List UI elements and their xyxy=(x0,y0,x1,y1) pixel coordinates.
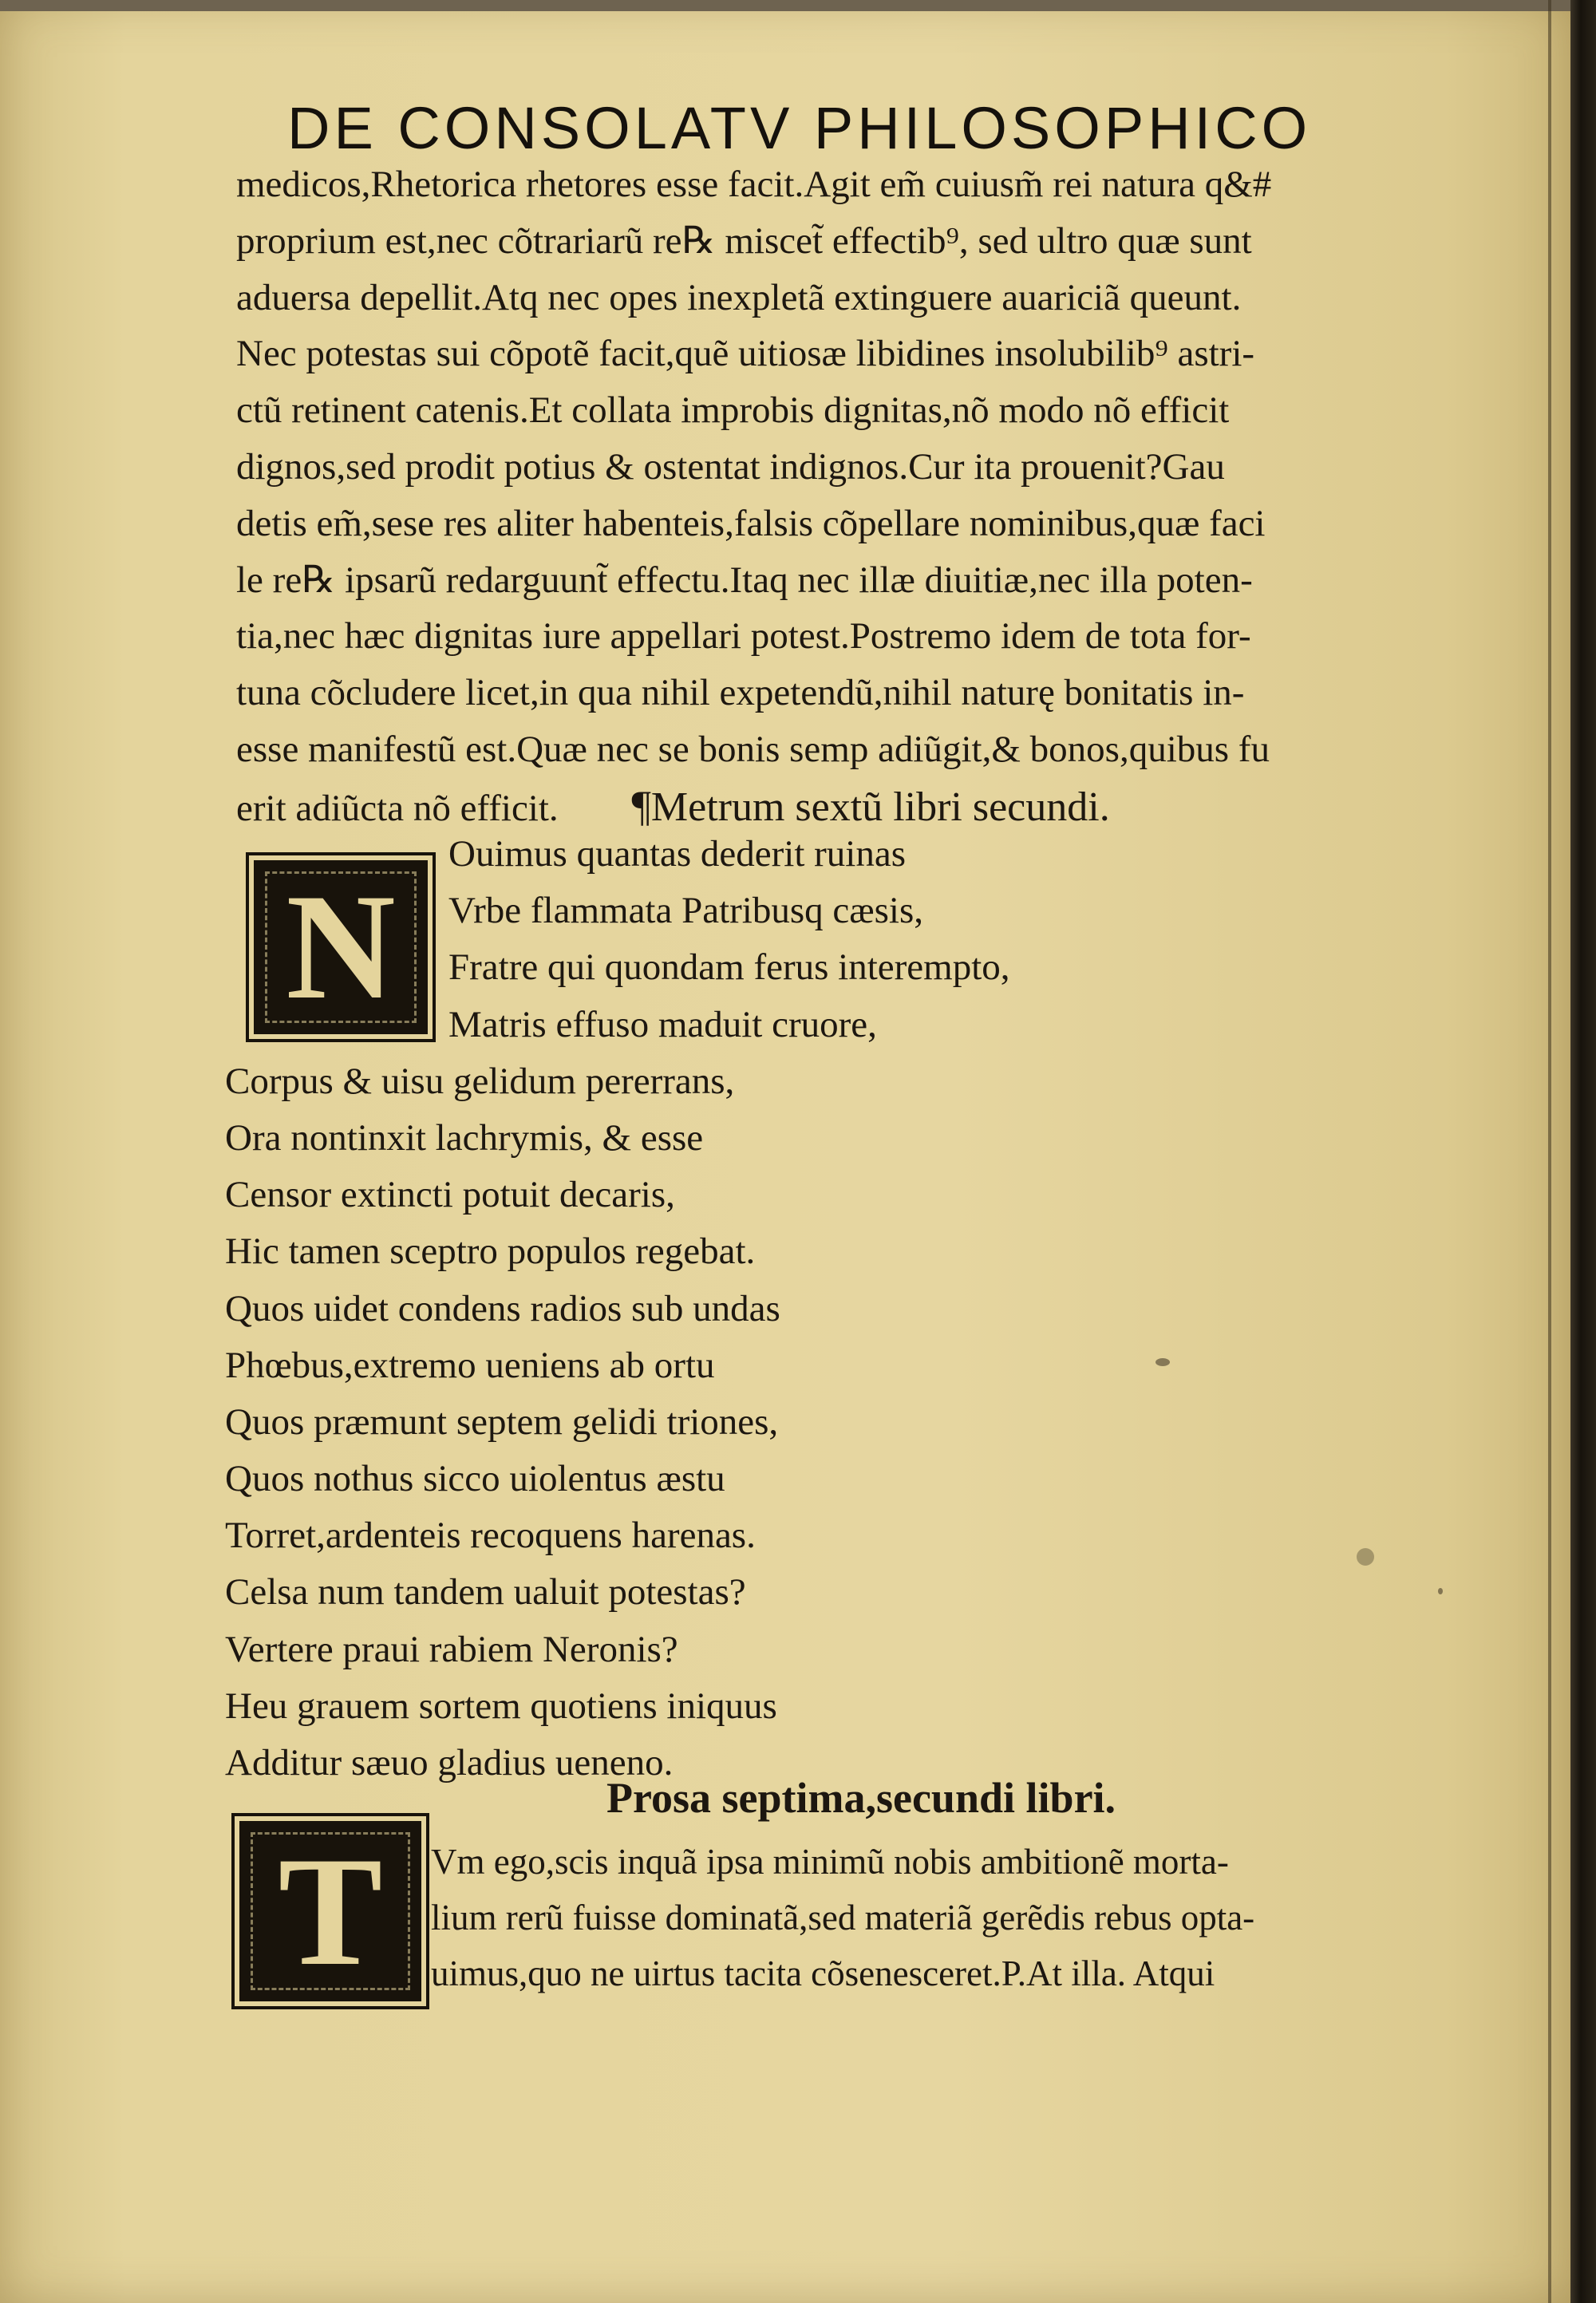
initial-letter: T xyxy=(278,1824,383,1998)
verse-line: Vrbe flammata Patribusq cæsis, xyxy=(448,890,924,932)
verse-line: Fratre qui quondam ferus interempto, xyxy=(448,946,1010,989)
prose-line: medicos,Rhetorica rhetores esse facit.Agit em̃ cuiusm̃ rei natura q&# xyxy=(236,164,1272,205)
page-gutter-line xyxy=(1548,0,1551,2303)
prosa-line: Vm ego,scis inquã ipsa minimũ nobis ambitionẽ morta- xyxy=(431,1842,1229,1882)
ink-speck xyxy=(1156,1358,1170,1366)
page-top-edge xyxy=(0,0,1570,11)
prose-line: proprium est,nec cõtrariarũ re℞ miscet̃ effectib⁹, sed ultro quæ sunt xyxy=(236,219,1252,262)
meter-heading xyxy=(631,781,1110,830)
verse-line: Quos præmunt septem gelidi triones, xyxy=(225,1400,779,1443)
book-binding-edge xyxy=(1570,0,1596,2303)
verse-line: Celsa num tandem ualuit potestas? xyxy=(225,1571,746,1614)
verse-line: Corpus & uisu gelidum pererrans, xyxy=(225,1060,735,1102)
prose-line: esse manifestũ est.Quæ nec se bonis semp adiũgit,& bonos,quibus fu xyxy=(236,728,1270,770)
verse-line: Additur sæuo gladius ueneno. xyxy=(225,1742,674,1784)
prose-line: tia,nec hæc dignitas iure appellari potest.Postremo idem de tota for- xyxy=(236,615,1251,658)
prose-line: detis em̃,sese res aliter habenteis,falsis cõpellare nominibus,quæ faci xyxy=(236,502,1266,544)
prosa-heading: Prosa septima,secundi libri. xyxy=(606,1774,1116,1822)
verse-line: Matris effuso maduit cruore, xyxy=(448,1003,877,1045)
decorated-initial-t xyxy=(239,1821,421,2001)
prose-line: le re℞ ipsarũ redarguunt̃ effectu.Itaq nec illæ diuitiæ,nec illa poten- xyxy=(236,559,1253,601)
prose-line: Nec potestas sui cõpotẽ facit,quẽ uitiosæ libidines insolubilib⁹ astri- xyxy=(236,333,1255,375)
ink-speck xyxy=(1438,1588,1443,1594)
verse-line: Heu grauem sortem quotiens iniquus xyxy=(225,1685,777,1727)
running-head: DE CONSOLATV PHILOSOPHICO xyxy=(287,95,1312,161)
prose-block xyxy=(236,156,1449,835)
prose-line: tuna cõcludere licet,in qua nihil expetendũ,nihil naturę bonitatis in- xyxy=(236,672,1245,714)
prosa-line: lium rerũ fuisse dominatã,sed materiã gerẽdis rebus opta- xyxy=(431,1898,1255,1938)
initial-letter: N xyxy=(286,863,396,1031)
verse-line: Torret,ardenteis recoquens harenas. xyxy=(225,1515,756,1557)
prose-line: ctũ retinent catenis.Et collata improbis dignitas,nõ modo nõ efficit xyxy=(236,389,1230,432)
pilcrow-mark: ¶ xyxy=(631,781,651,830)
verse-line: Ora nontinxit lachrymis, & esse xyxy=(225,1116,704,1159)
prosa-block xyxy=(431,1834,1468,2001)
prose-line: dignos,sed prodit potius & ostentat indignos.Cur ita prouenit?Gau xyxy=(236,445,1225,488)
prosa-line: uimus,quo ne uirtus tacita cõsenesceret.P.At illa. Atqui xyxy=(431,1953,1215,1993)
meter-heading-text: Metrum sextũ libri secundi. xyxy=(650,784,1110,830)
prose-line: aduersa depellit.Atq nec opes inexpletã extinguere auariciã queunt. xyxy=(236,276,1242,318)
prose-last-line: erit adiũcta nõ efficit. xyxy=(236,787,559,829)
verse-line: Ouimus quantas dederit ruinas xyxy=(448,833,907,875)
verse-line: Phœbus,extremo ueniens ab ortu xyxy=(225,1344,715,1386)
verse-line: Hic tamen sceptro populos regebat. xyxy=(225,1231,756,1273)
verse-line: Quos uidet condens radios sub undas xyxy=(225,1287,780,1329)
verse-line: Censor extincti potuit decaris, xyxy=(225,1174,675,1216)
verse-line: Vertere praui rabiem Neronis? xyxy=(225,1628,678,1670)
ink-speck xyxy=(1357,1548,1374,1566)
verse-line: Quos nothus sicco uiolentus æstu xyxy=(225,1458,725,1500)
